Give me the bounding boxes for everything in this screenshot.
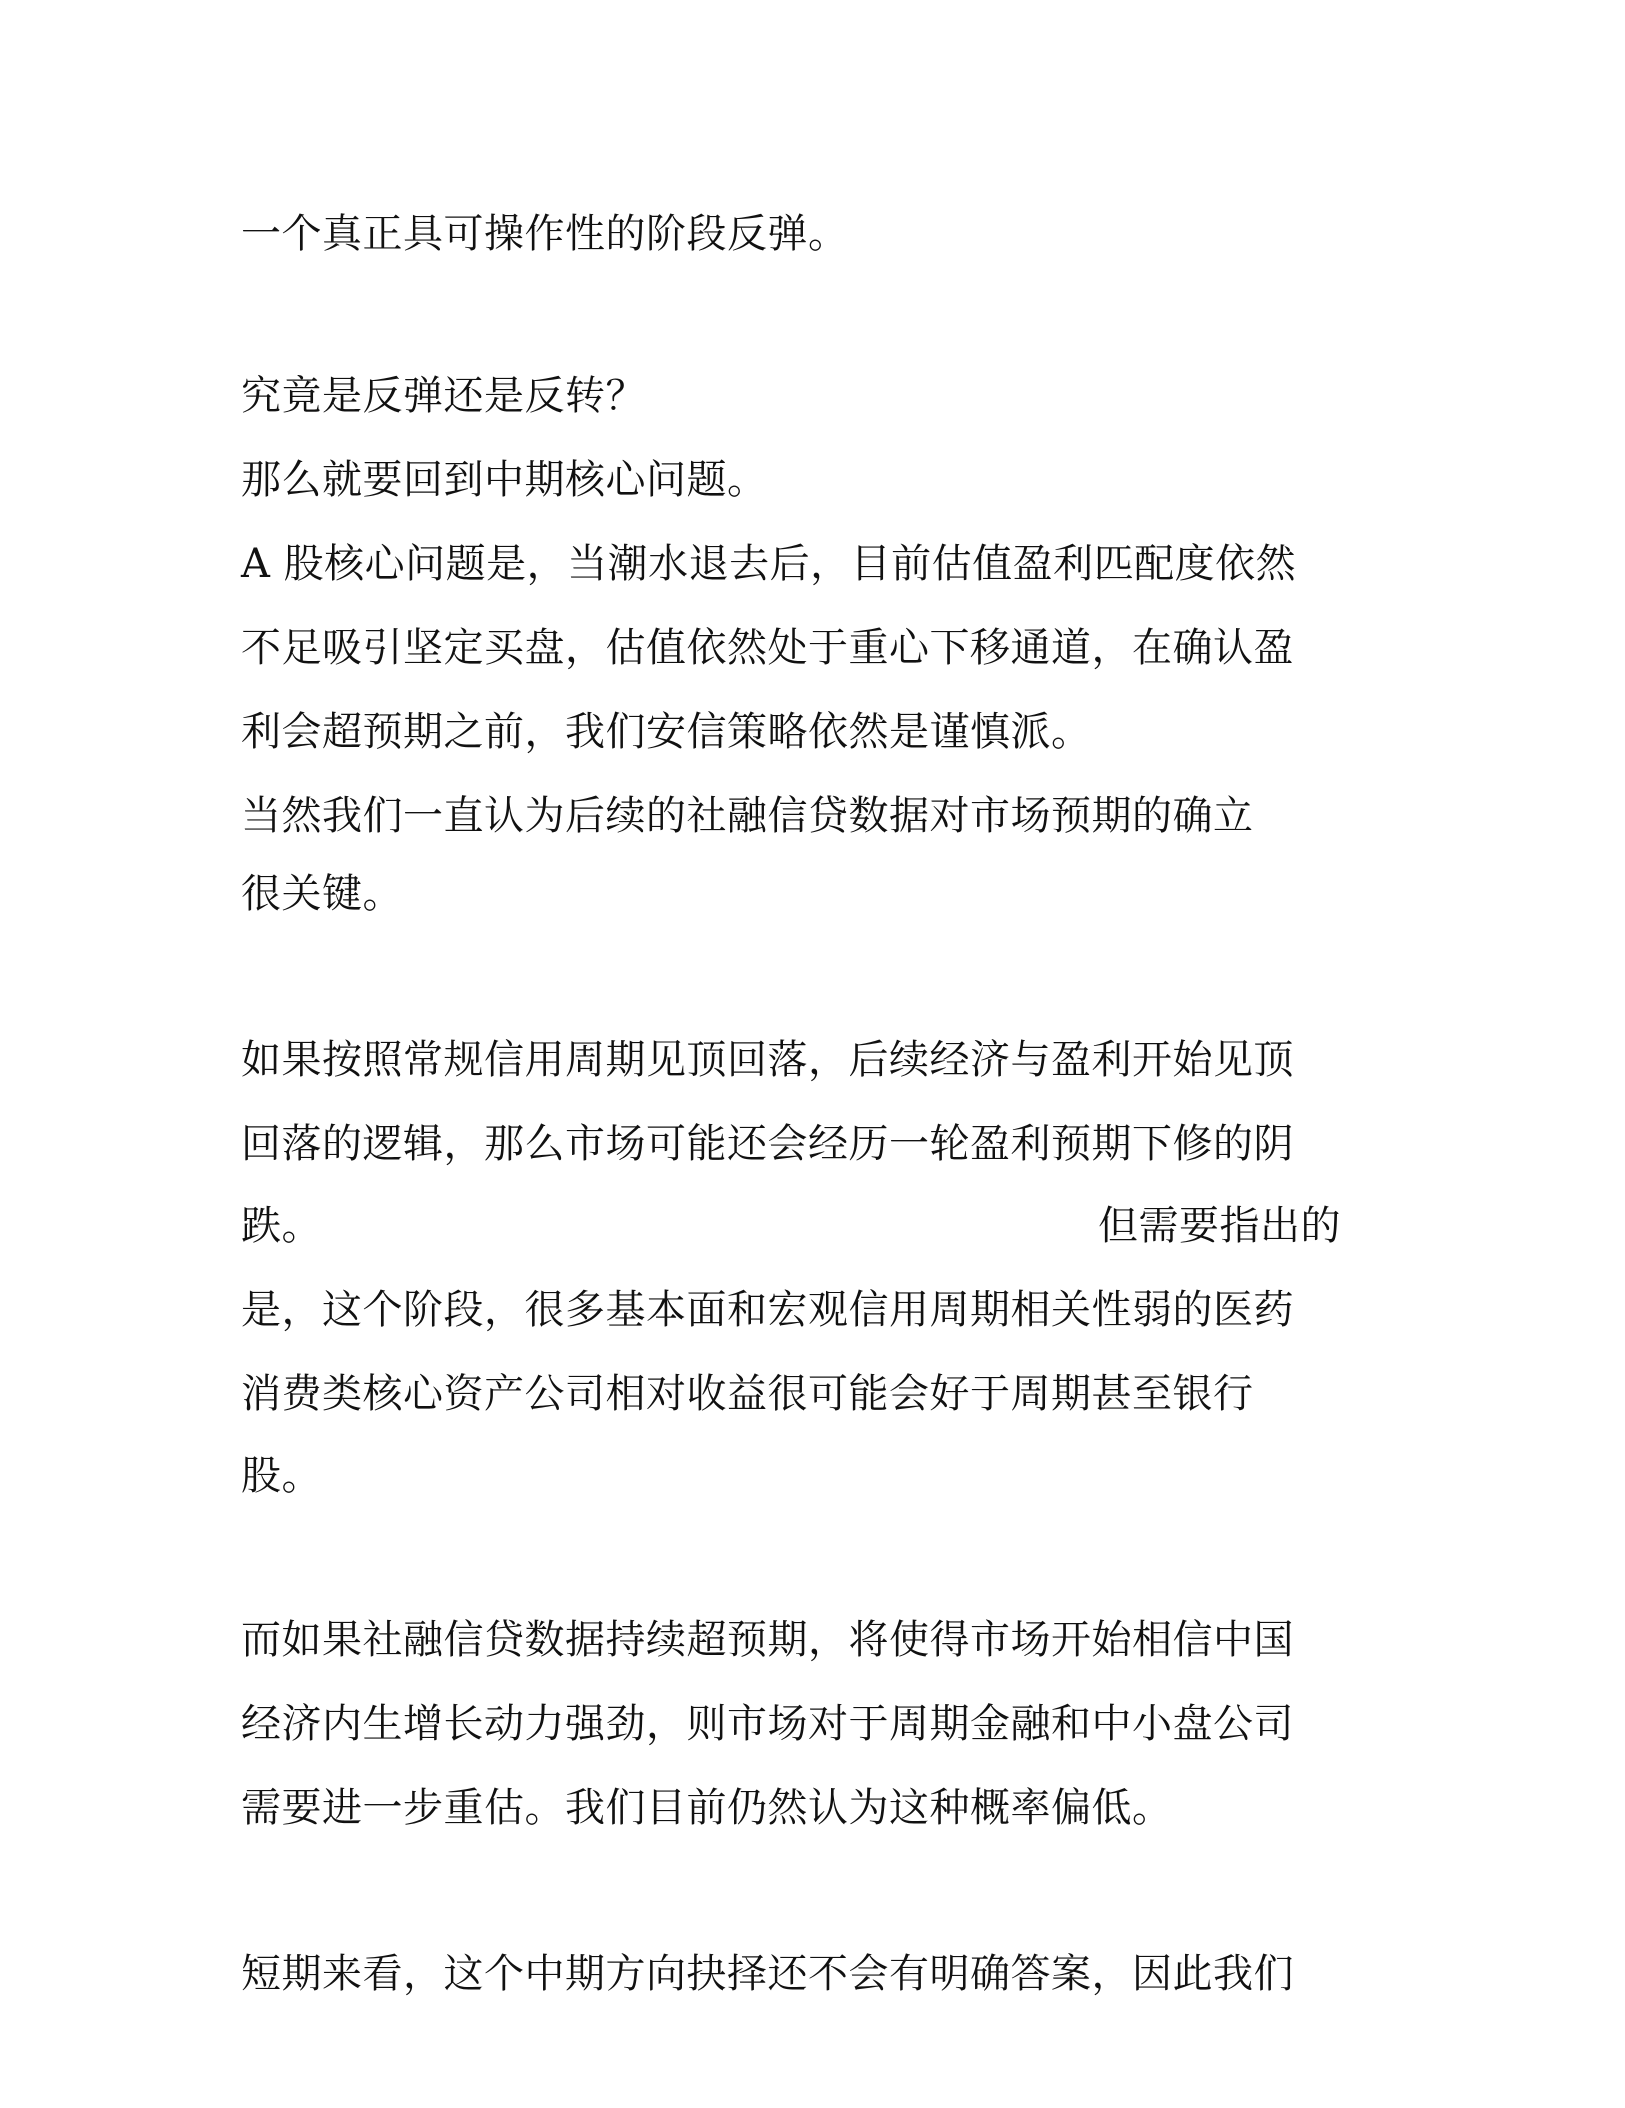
text-line: 当然我们一直认为后续的社融信贷数据对市场预期的确立 — [241, 793, 1254, 839]
text-line: 如果按照常规信用周期见顶回落，后续经济与盈利开始见顶 — [241, 1037, 1294, 1083]
text-line: 短期来看，这个中期方向抉择还不会有明确答案，因此我们 — [241, 1951, 1294, 1997]
text-line: 不足吸引坚定买盘，估值依然处于重心下移通道，在确认盈 — [241, 625, 1294, 671]
text-line: 股。 — [241, 1453, 322, 1499]
text-line-split — [241, 1202, 1341, 1250]
text-line: 那么就要回到中期核心问题。 — [241, 457, 768, 503]
text-line: 需要进一步重估。我们目前仍然认为这种概率偏低。 — [241, 1785, 1173, 1831]
text-line: A 股核心问题是，当潮水退去后，目前估值盈利匹配度依然 — [241, 541, 1297, 587]
text-line: 利会超预期之前，我们安信策略依然是谨慎派。 — [241, 709, 1092, 755]
text-line: 是，这个阶段，很多基本面和宏观信用周期相关性弱的医药 — [241, 1287, 1294, 1333]
text-line: 很关键。 — [241, 871, 403, 917]
text-line: 回落的逻辑，那么市场可能还会经历一轮盈利预期下修的阴 — [241, 1121, 1294, 1167]
text-segment-right: 但需要指出的 — [1098, 1203, 1341, 1249]
text-segment-left: 跌。 — [241, 1203, 322, 1249]
text-line: 而如果社融信贷数据持续超预期，将使得市场开始相信中国 — [241, 1617, 1294, 1663]
text-line: 究竟是反弹还是反转？ — [241, 373, 646, 419]
text-line: 消费类核心资产公司相对收益很可能会好于周期甚至银行 — [241, 1371, 1254, 1417]
text-line: 经济内生增长动力强劲，则市场对于周期金融和中小盘公司 — [241, 1701, 1294, 1747]
text-line: 一个真正具可操作性的阶段反弹。 — [241, 211, 849, 257]
